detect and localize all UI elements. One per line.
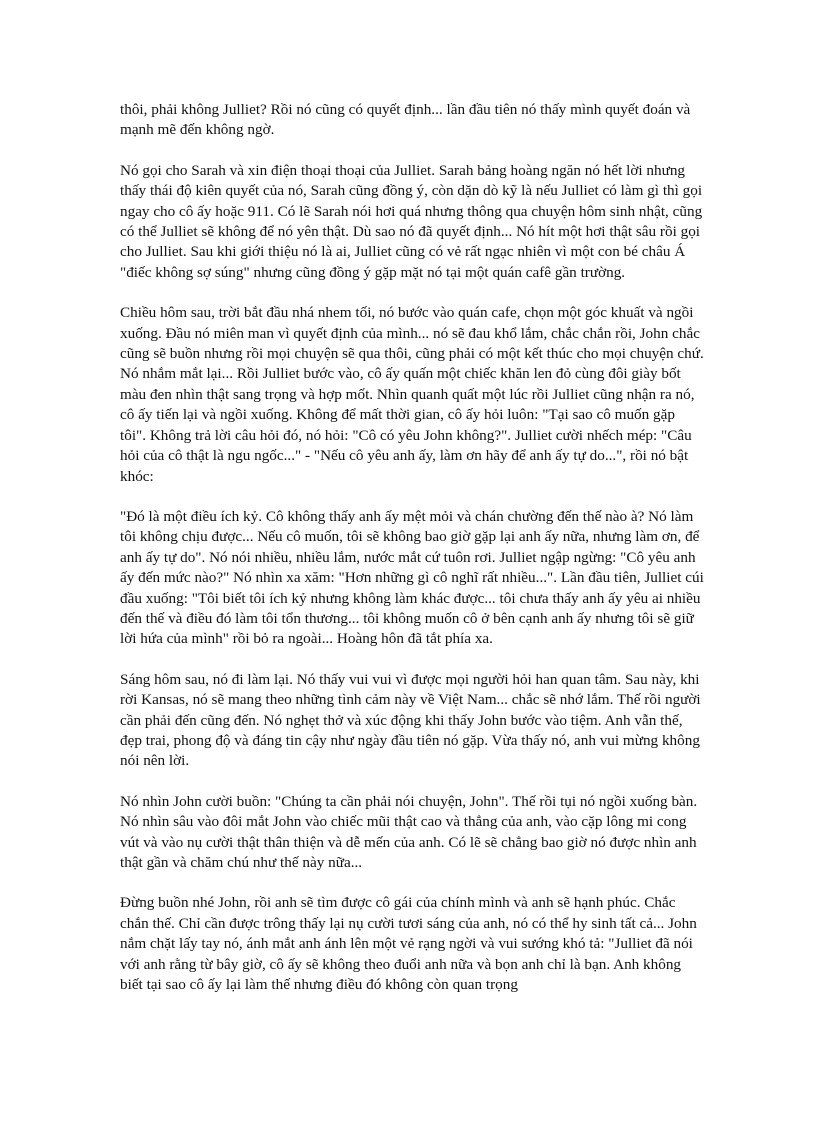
- paragraph: Đừng buồn nhé John, rồi anh sẽ tìm được cô gái của chính mình và anh sẽ hạnh phúc. Chắc chắn thế. Chỉ cần được trông thấy lại nụ cười tươi sáng của anh, nó có thể hy sinh tất cả... John nắm chặt lấy tay nó, ánh mắt anh ánh lên một vẻ rạng ngời và vui sướng khó tả: "Julliet đã nói với anh rằng từ bây giờ, cô ấy sẽ không theo đuổi anh nữa và bọn anh chỉ là bạn. Anh không biết tại sao cô ấy lại làm thế nhưng điều đó không còn quan trọng: [120, 894, 697, 994]
- paragraph: Chiều hôm sau, trời bắt đầu nhá nhem tối, nó bước vào quán cafe, chọn một góc khuất và ngồi xuống. Đầu nó miên man vì quyết định của mình... nó sẽ đau khổ lắm, chắc chắn rồi, John chắc cũng sẽ buồn nhưng rồi mọi chuyện sẽ qua thôi, cũng phải có một kết thúc cho mọi chuyện chứ. Nó nhắm mắt lại... Rồi Julliet bước vào, cô ấy quấn một chiếc khăn len đỏ cùng đôi giày bốt màu đen nhìn thật sang trọng và hợp mốt. Nhìn quanh quất một lúc rồi Julliet cũng nhận ra nó, cô ấy tiến lại và ngồi xuống. Không để mất thời gian, cô ấy hỏi luôn: "Tại sao cô muốn gặp tôi". Không trả lời câu hỏi đó, nó hỏi: "Cô có yêu John không?". Julliet cười nhếch mép: "Câu hỏi của cô thật là ngu ngốc..." - "Nếu cô yêu anh ấy, làm ơn hãy để anh ấy tự do...", rồi nó bật khóc:: [120, 304, 704, 485]
- document-page: [120, 100, 704, 1015]
- paragraph: Sáng hôm sau, nó đi làm lại. Nó thấy vui vui vì được mọi người hỏi han quan tâm. Sau này, khi rời Kansas, nó sẽ mang theo những tình cảm này về Việt Nam... chắc sẽ nhớ lắm. Thế rồi người cần phải đến cũng đến. Nó nghẹt thở và xúc động khi thấy John bước vào tiệm. Anh vẫn thế, đẹp trai, phong độ và đáng tin cậy như ngày đầu tiên nó gặp. Vừa thấy nó, anh vui mừng không nói nên lời.: [120, 670, 701, 770]
- paragraph: Nó gọi cho Sarah và xin điện thoại thoại của Julliet. Sarah bảng hoàng ngăn nó hết lời nhưng thấy thái độ kiên quyết của nó, Sarah cũng đồng ý, còn dặn dò kỹ là nếu Julliet có làm gì thì gọi ngay cho cô ấy hoặc 911. Có lẽ Sarah nói hơi quá nhưng thông qua chuyện hôm sinh nhật, cũng có thể Julliet sẽ không để nó yên thật. Dù sao nó đã quyết định... Nó hít một hơi thật sâu rồi gọi cho Julliet. Sau khi giới thiệu nó là ai, Julliet cũng có vẻ rất ngạc nhiên vì một con bé châu Á "điếc không sợ súng" nhưng cũng đồng ý gặp mặt nó tại một quán cafê gần trường.: [120, 161, 703, 281]
- paragraph: Nó nhìn John cười buồn: "Chúng ta cần phải nói chuyện, John". Thế rồi tụi nó ngồi xuống bàn. Nó nhìn sâu vào đôi mắt John vào chiếc mũi thật cao và thẳng của anh, vào cặp lông mi cong vút và vào nụ cười thật thân thiện và dễ mến của anh. Có lẽ sẽ chẳng bao giờ nó được nhìn anh thật gần và chăm chú như thế này nữa...: [120, 792, 698, 871]
- paragraph: thôi, phải không Julliet? Rồi nó cũng có quyết định... lần đầu tiên nó thấy mình quyết đoán và mạnh mẽ đến không ngờ.: [120, 101, 691, 139]
- paragraph: "Đó là một điều ích kỷ. Cô không thấy anh ấy mệt mỏi và chán chường đến thế nào à? Nó làm tôi không chịu được... Nếu cô muốn, tôi sẽ không bao giờ gặp lại anh ấy nữa, nhưng làm ơn, để anh ấy tự do". Nó nói nhiều, nhiều lắm, nước mắt cứ tuôn rơi. Julliet ngập ngừng: "Cô yêu anh ấy đến mức nào?" Nó nhìn xa xăm: "Hơn những gì cô nghĩ rất nhiều...". Lần đầu tiên, Julliet cúi đầu xuống: "Tôi biết tôi ích kỷ nhưng không làm khác được... tôi chưa thấy anh ấy yêu ai nhiều đến thế và điều đó làm tôi tổn thương... tôi không muốn cô ở bên cạnh anh ấy nhưng tôi sẽ giữ lời hứa của mình" rồi bỏ ra ngoài... Hoàng hôn đã tắt phía xa.: [120, 507, 704, 648]
